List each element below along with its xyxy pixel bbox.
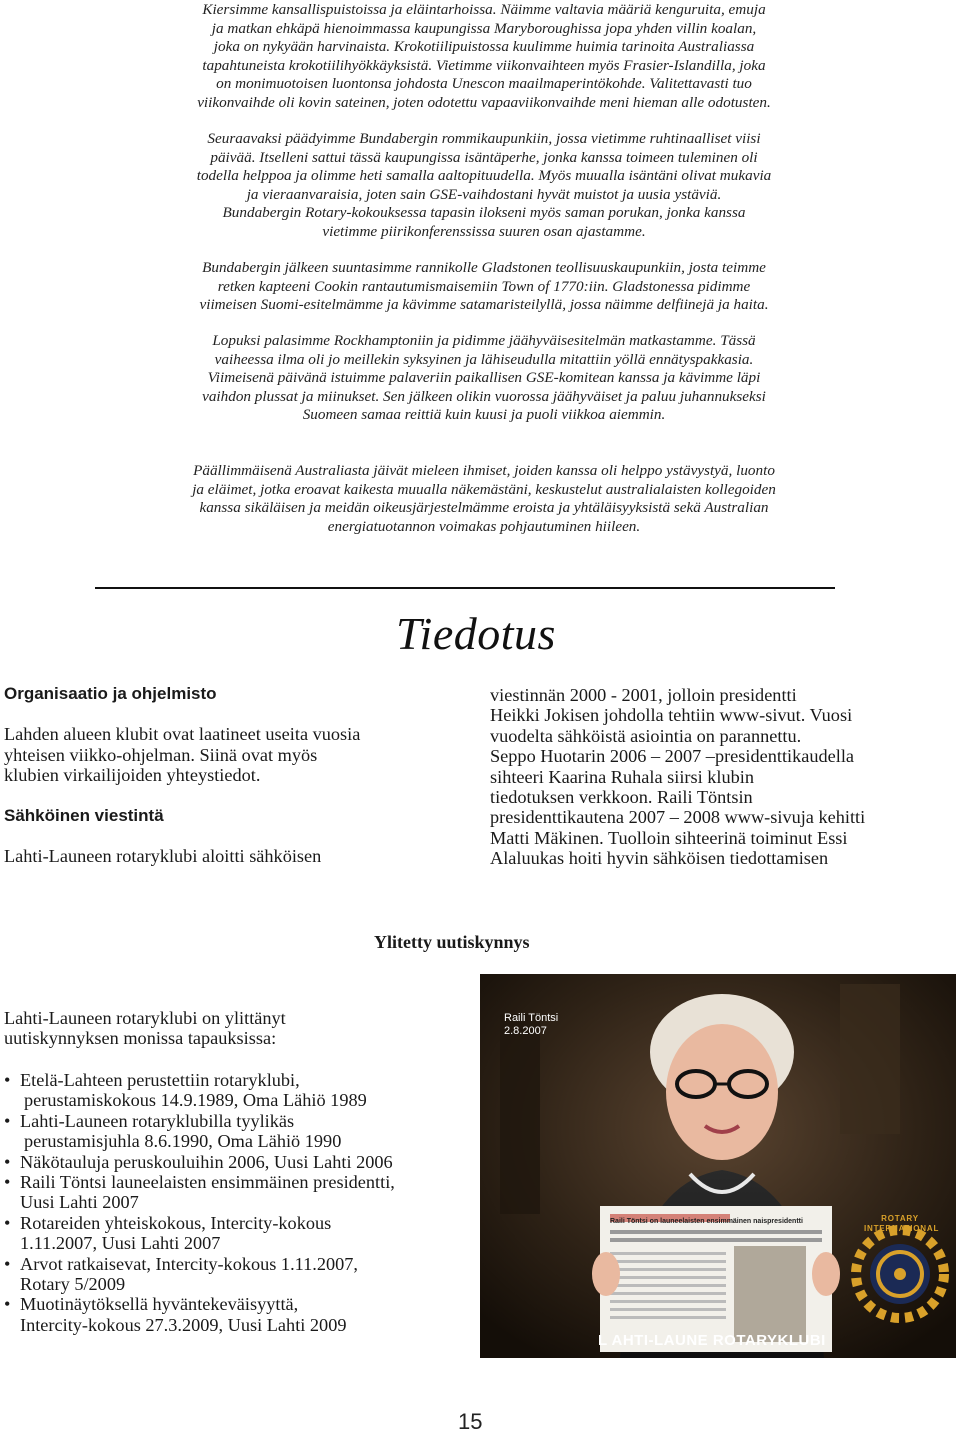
story-line: viimeisen Suomi-esitelmämme ja kävimme satamaristeilyllä, jossa näimme delfiinejä ja haita. (199, 296, 769, 314)
heading-organisaatio: Organisaatio ja ohjelmisto (4, 684, 217, 703)
newspaper-headline: Raili Töntsi on launeelaisten ensimmäinen naispresidentti (610, 1218, 803, 1225)
story-line: Bundabergin jälkeen suuntasimme rannikolle Gladstonen teollisuuskaupunkiin, josta teimme (202, 259, 766, 276)
text-line: Lahti-Launeen rotaryklubi on ylittänyt (4, 1008, 286, 1028)
story-line: vaiheessa ilma oli jo meillekin syksyinen ja lähiseudulla mitattiin yöllä ennätyspakkasia. (214, 350, 754, 368)
story-paragraph (108, 259, 860, 315)
ylitetty-intro (4, 1008, 474, 1049)
story-line: Lopuksi palasimme Rockhamptoniin ja pidimme jäähyväisesitelmän matkastamme. Tässä (212, 332, 756, 349)
section-divider (95, 587, 835, 589)
story-line: vaihdon plussat ja miinukset. Sen jälkeen olikin vuorossa jäähyväiset ja paluu juhannukseksi (202, 387, 766, 405)
text-line: Raili Töntsi launeelaisten ensimmäinen presidentti, (20, 1172, 395, 1193)
text-line: Lahden alueen klubit ovat laatineet useita vuosia (4, 724, 361, 745)
story-line: todella helppoa ja olimme heti samalla aaltopituudella. Myös muualla isäntäni olivat mukavia (196, 167, 772, 185)
story-paragraph (108, 130, 860, 242)
rotary-seal-text: ROTARY INTERNATIONAL (864, 1214, 940, 1233)
page-number: 15 (458, 1409, 483, 1434)
story-line: tapahtuneista krokotiilihyökkäyksistä. Vietimme viikonvaihteen myös Frasier-Islandilla, joka (202, 56, 766, 74)
text-line: viestinnän 2000 - 2001, jolloin presidentti (490, 685, 797, 705)
text-line: Uusi Lahti 2007 (20, 1192, 139, 1213)
story-line: Viimeisenä päivänä istuimme palaveriin paikallisen GSE-komitean kanssa ja kävimme läpi (207, 369, 761, 387)
text-line: Alaluukas hoiti hyvin sähköisen tiedottamisen (490, 848, 829, 869)
text-line: Intercity-kokous 27.3.2009, Uusi Lahti 2009 (20, 1314, 347, 1335)
story-line: joka on nykyään harvinaista. Krokotiilipuistossa kuulimme huimia tarinoita Australiassa (213, 38, 755, 56)
story-paragraph (108, 332, 860, 425)
story-text (108, 462, 860, 536)
text-line: sihteeri Kaarina Ruhala siirsi klubin (490, 766, 754, 787)
portrait-photo (480, 974, 956, 1358)
text-line: Heikki Jokisen johdolla tehtiin www-sivut. Vuosi (490, 705, 853, 726)
text-line: perustamiskokous 14.9.1989, Oma Lähiö 1989 (24, 1090, 367, 1111)
list-item (4, 1070, 474, 1111)
paragraph-organisaatio (4, 724, 474, 785)
story-line: päivää. Itselleni sattui tässä kaupungissa isäntäperhe, jonka kanssa toimeen tuleminen oli (210, 148, 758, 166)
text-line: presidenttikautena 2007 – 2008 www-sivuja kehitti (490, 807, 866, 828)
caption-name: Raili Töntsi (504, 1012, 559, 1024)
story-line: viikonvaihde oli kovin sateinen, joten odotettu vapaaviikonvaihde meni hieman alle odotusten. (197, 93, 771, 111)
text-line: uutiskynnyksen monissa tapauksissa: (4, 1028, 277, 1049)
text-line: yhteisen viikko-ohjelman. Siinä ovat myös (4, 744, 318, 765)
list-item (4, 1213, 474, 1254)
section-title: Tiedotus (396, 608, 556, 659)
story-line: Bundabergin Rotary-kokouksessa tapasin ilokseni myös saman porukan, jonka kanssa (222, 204, 746, 222)
text-line: Lahti-Launeen rotaryklubi aloitti sähköisen (4, 846, 322, 867)
story-line: Kiersimme kansallispuistoissa ja eläintarhoissa. Näimme valtavia määriä kenguruita, emuja (202, 1, 766, 18)
story-text (108, 1, 860, 113)
heading-sahkoinen: Sähköinen viestintä (4, 805, 164, 825)
list-item (4, 1111, 474, 1152)
text-line: Seppo Huotarin 2006 – 2007 –presidenttikaudella (490, 746, 855, 767)
story-line: on monimuotoisen luontonsa johdosta Unescon maailmaperintökohde. Valitettavasti tuo (216, 75, 752, 93)
text-line: Etelä-Lahteen perustettiin rotaryklubi, (20, 1070, 300, 1090)
list-item (4, 1152, 474, 1172)
photo-caption (504, 1012, 558, 1038)
story-line: ja vieraanvaraisia, joten sain GSE-vaihdostani hyvät muistot ja uusia ystäviä. (246, 185, 722, 203)
text-line: perustamisjuhla 8.6.1990, Oma Lähiö 1990 (24, 1131, 342, 1152)
list-item (4, 1294, 474, 1335)
story-line: retken kapteeni Cookin rantautumismaisemiin Town of 1770:iin. Gladstonessa pidimme (217, 277, 751, 295)
story-line: ja matkan ehkäpä hienoimmassa kaupungissa Maryboroughissa jopa yhden villin koalan, (211, 19, 757, 37)
text-line: Matti Mäkinen. Tuolloin sihteerinä toiminut Essi (490, 827, 848, 848)
story-line: kanssa sikäläisen ja meidän oikeusjärjestelmämme eroista ja yhtäläisyyksistä sekä Australian (199, 499, 769, 517)
text-line: Arvot ratkaisevat, Intercity-kokous 1.11.2007, (20, 1253, 358, 1274)
paragraph-viestinta (490, 685, 956, 869)
text-line: Rotareiden yhteiskokous, Intercity-kokous (20, 1212, 332, 1233)
caption-date: 2.8.2007 (504, 1025, 547, 1037)
text-line: Muotinäytöksellä hyväntekeväisyyttä, (20, 1294, 299, 1315)
story-paragraph (108, 1, 860, 113)
text-line: Lahti-Launeen rotaryklubilla tyylikäs (20, 1110, 295, 1131)
story-line: energiatuotannon voimakas pohjautuminen hiileen. (327, 517, 641, 535)
story-line: Seuraavaksi päädyimme Bundabergin rommikaupunkiin, jossa vietimme ruhtinaalliset viisi (207, 130, 761, 147)
text-line: Rotary 5/2009 (20, 1274, 126, 1295)
paragraph-sahkoinen (4, 846, 474, 866)
news-list (4, 1070, 474, 1335)
story-line: vietimme piirikonferenssissa suuren osan ajastamme. (322, 222, 646, 240)
club-banner: L AHTI-LAUNE ROTARYKLUBI (598, 1332, 826, 1349)
text-line: klubien virkailijoiden yhteystiedot. (4, 765, 261, 786)
tiedotus-right-column (490, 685, 956, 869)
text-line: 1.11.2007, Uusi Lahti 2007 (20, 1233, 221, 1254)
story-text (108, 259, 860, 315)
list-item (4, 1254, 474, 1295)
heading-ylitetty: Ylitetty uutiskynnys (374, 932, 530, 952)
story-text (108, 332, 860, 425)
story-paragraph (108, 462, 860, 536)
text-line: vuodelta sähköistä asiointia on parannettu. (490, 725, 802, 746)
story-line: ja eläimet, jotka eroavat kaikesta muualla näkemästäni, keskustelut australialaisten kollegoiden (192, 480, 776, 498)
tiedotus-left-column (4, 684, 474, 866)
story-text (108, 130, 860, 242)
story-line: Suomeen samaa reittiä kuin kuusi ja puoli viikkoa aiemmin. (302, 406, 666, 424)
list-item (4, 1172, 474, 1213)
text-line: tiedotuksen verkkoon. Raili Töntsin (490, 787, 753, 808)
text-line: Näkötauluja peruskouluihin 2006, Uusi Lahti 2006 (20, 1151, 393, 1172)
story-line: Päällimmäisenä Australiasta jäivät mieleen ihmiset, joiden kanssa oli helppo ystävystyä, luonto (193, 462, 775, 479)
